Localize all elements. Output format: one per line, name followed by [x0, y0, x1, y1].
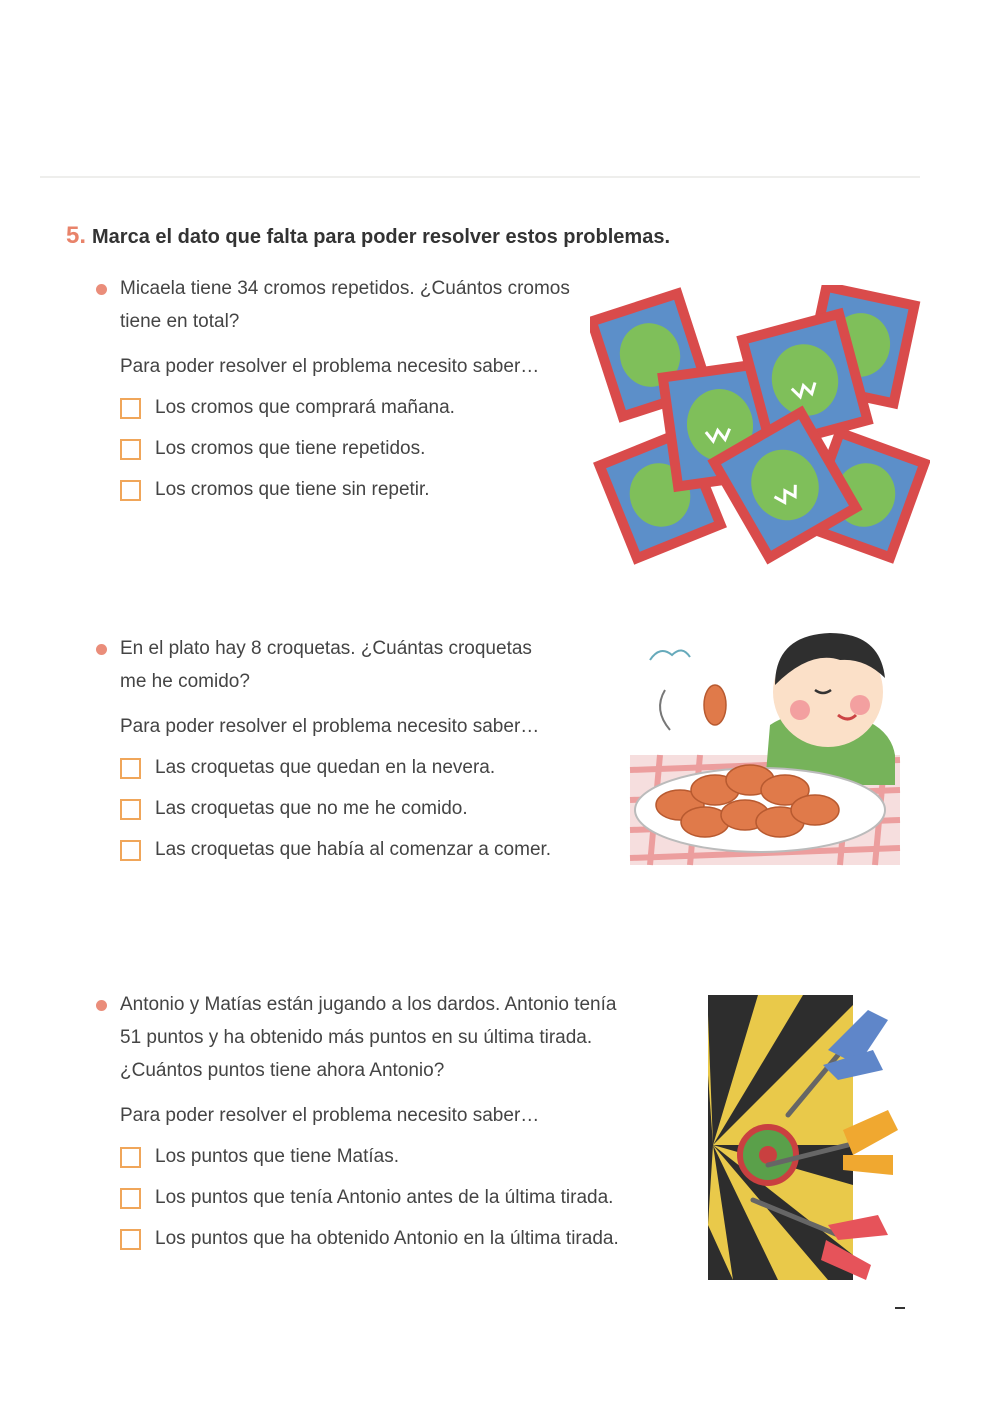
- dartboard-illustration: [708, 995, 903, 1280]
- exercise-title: Marca el dato que falta para poder resolver estos problemas.: [92, 226, 670, 248]
- page-mark: [895, 1307, 905, 1309]
- exercise-heading: [66, 222, 670, 250]
- option-label: Los cromos que tiene repetidos.: [155, 438, 426, 459]
- checkbox[interactable]: [120, 1229, 141, 1250]
- checkbox[interactable]: [120, 439, 141, 460]
- problem-statement: [96, 988, 696, 1087]
- option-1[interactable]: [120, 397, 656, 419]
- option-label: Los cromos que tiene sin repetir.: [155, 479, 430, 500]
- problem-statement: [96, 632, 656, 698]
- statement-line: me he comido?: [120, 671, 250, 692]
- statement-line: Antonio y Matías están jugando a los dardos. Antonio tenía: [120, 994, 617, 1015]
- bullet-icon: [96, 284, 107, 295]
- option-label: Los puntos que tenía Antonio antes de la última tirada.: [155, 1187, 614, 1208]
- option-label: Las croquetas que había al comenzar a comer.: [155, 839, 552, 860]
- option-label: Los cromos que comprará mañana.: [155, 397, 455, 418]
- checkbox[interactable]: [120, 1188, 141, 1209]
- statement-line: Micaela tiene 34 cromos repetidos. ¿Cuántos cromos: [120, 278, 570, 299]
- problem-statement: [96, 272, 656, 338]
- checkbox[interactable]: [120, 758, 141, 779]
- croquettes-illustration: [620, 630, 910, 870]
- option-label: Las croquetas que no me he comido.: [155, 798, 468, 819]
- option-label: Las croquetas que quedan en la nevera.: [155, 757, 496, 778]
- option-label: Los puntos que ha obtenido Antonio en la última tirada.: [155, 1228, 619, 1249]
- option-1[interactable]: [120, 757, 656, 779]
- option-3[interactable]: [120, 839, 656, 861]
- option-2[interactable]: [120, 438, 656, 460]
- option-2[interactable]: [120, 798, 656, 820]
- problem-prompt: Para poder resolver el problema necesito saber…: [120, 716, 540, 737]
- problem-prompt: Para poder resolver el problema necesito saber…: [120, 356, 540, 377]
- problem-prompt: Para poder resolver el problema necesito saber…: [120, 1105, 540, 1126]
- exercise-number: 5.: [66, 222, 87, 249]
- checkbox[interactable]: [120, 480, 141, 501]
- option-label: Los puntos que tiene Matías.: [155, 1146, 399, 1167]
- checkbox[interactable]: [120, 398, 141, 419]
- option-1[interactable]: [120, 1146, 696, 1168]
- option-3[interactable]: [120, 1228, 696, 1250]
- problem-3: [96, 988, 696, 1250]
- statement-line: 51 puntos y ha obtenido más puntos en su última tirada.: [120, 1027, 593, 1048]
- problem-1: [96, 272, 656, 501]
- statement-line: tiene en total?: [120, 311, 240, 332]
- problem-2: [96, 632, 656, 861]
- statement-line: ¿Cuántos puntos tiene ahora Antonio?: [120, 1060, 445, 1081]
- option-2[interactable]: [120, 1187, 696, 1209]
- top-divider: [40, 176, 920, 178]
- bullet-icon: [96, 1000, 107, 1011]
- option-3[interactable]: [120, 479, 656, 501]
- checkbox[interactable]: [120, 1147, 141, 1168]
- dinosaur-cards-illustration: [590, 285, 930, 575]
- statement-line: En el plato hay 8 croquetas. ¿Cuántas croquetas: [120, 638, 532, 659]
- checkbox[interactable]: [120, 799, 141, 820]
- checkbox[interactable]: [120, 840, 141, 861]
- bullet-icon: [96, 644, 107, 655]
